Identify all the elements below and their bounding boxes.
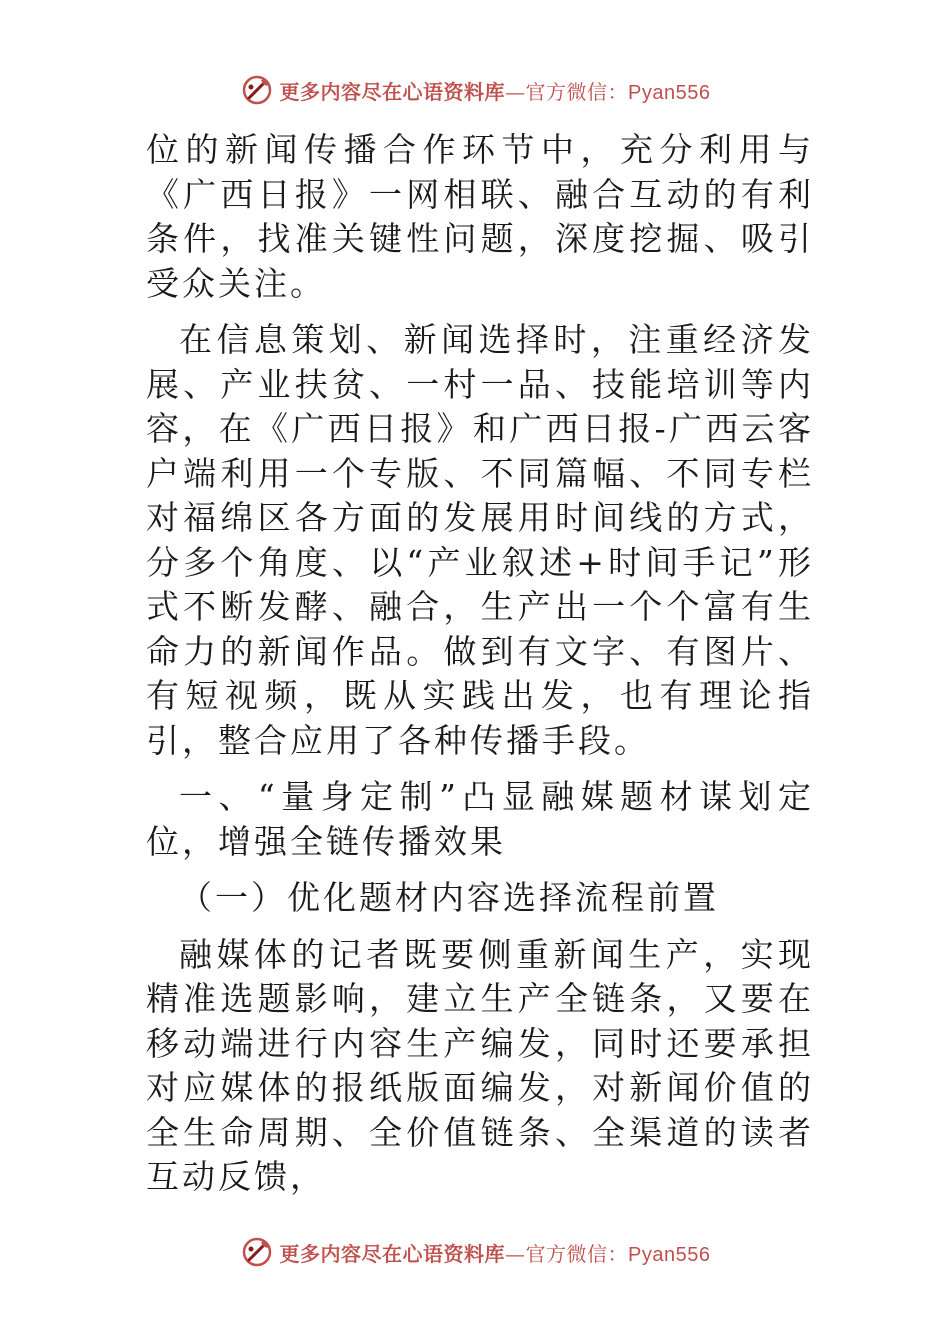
paragraph: 融媒体的记者既要侧重新闻生产，实现精准选题影响，建立生产全链条，又要在移动端进行内容生产编发，同时还要承担对应媒体的报纸版面编发，对新闻价值的全生命周期、全价值链条、全渠道的读者互动反馈， xyxy=(146,934,814,1196)
footer-watermark xyxy=(0,1232,950,1272)
quill-seal-icon xyxy=(240,1235,274,1269)
quill-seal-icon xyxy=(240,73,274,107)
header-watermark xyxy=(0,70,950,110)
watermark-text: 更多内容尽在心语资料库—官方微信：Pyan556 xyxy=(279,1241,711,1266)
paragraph: 在信息策划、新闻选择时，注重经济发展、产业扶贫、一村一品、技能培训等内容，在《广西日报》和广西日报-广西云客户端利用一个专版、不同篇幅、不同专栏对福绵区各方面的发展用时间线的方式，分多个角度、以“产业叙述+时间手记”形式不断发酵、融合，生产出一个个富有生命力的新闻作品。做到有文字、有图片、有短视频，既从实践出发，也有理论指引，整合应用了各种传播手段。 xyxy=(146,320,814,760)
subsection-heading: （一）优化题材内容选择流程前置 xyxy=(179,878,719,917)
document-body xyxy=(146,128,814,1200)
paragraph: 位的新闻传播合作环节中，充分利用与《广西日报》一网相联、融合互动的有利条件，找准关键性问题，深度挖掘、吸引受众关注。 xyxy=(146,130,814,303)
section-heading: 一、“量身定制”凸显融媒题材谋划定位，增强全链传播效果 xyxy=(146,777,814,861)
watermark-text: 更多内容尽在心语资料库—官方微信：Pyan556 xyxy=(279,79,711,104)
